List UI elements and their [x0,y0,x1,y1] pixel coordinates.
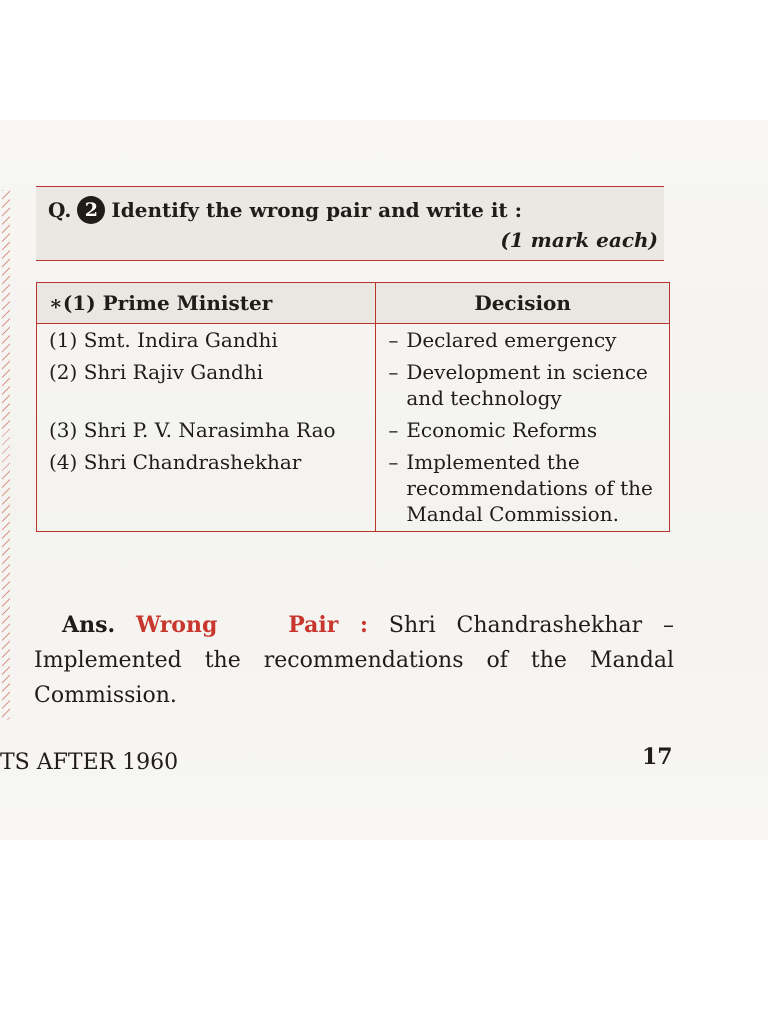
page-edge-decoration [2,190,10,720]
answer-text: Shri Chandrashekhar – Implemented the recommendations of the Mandal Commission. [34,613,674,708]
footer-chapter-title: TS AFTER 1960 [0,750,179,775]
decision-text: Development in science and technology [406,360,648,410]
answer-paragraph [34,608,674,713]
dash: – [388,450,399,474]
question-label: Q. [48,198,72,222]
question-number-badge: 2 [77,196,105,224]
table-header-row [37,283,670,324]
table-row [37,356,670,414]
answer-word-pair: Pair : [288,612,369,638]
table-row [37,324,670,357]
answer-label: Ans. [62,612,116,638]
question-text: Identify the wrong pair and write it : [111,198,523,222]
pm-cell: (2) Shri Rajiv Gandhi [37,356,376,414]
decision-cell [376,324,670,357]
header-decision: Decision [376,283,670,324]
decision-cell [376,446,670,532]
question-heading [48,196,522,224]
answer-word-wrong: Wrong [135,612,218,638]
question-marks: (1 mark each) [500,228,658,252]
decision-text: Implemented the recommendations of the Mandal Commission. [406,450,653,526]
pairs-table [36,282,670,532]
decision-cell [376,414,670,446]
decision-text: Declared emergency [406,328,617,352]
decision-text: Economic Reforms [406,418,598,442]
decision-cell [376,356,670,414]
header-prime-minister: ∗(1) Prime Minister [37,283,376,324]
page-number: 17 [642,744,673,770]
table-row [37,414,670,446]
dash: – [388,418,399,442]
table-row [37,446,670,532]
pm-cell: (1) Smt. Indira Gandhi [37,324,376,357]
dash: – [388,328,399,352]
dash: – [388,360,399,384]
pm-cell: (4) Shri Chandrashekhar [37,446,376,532]
pm-cell: (3) Shri P. V. Narasimha Rao [37,414,376,446]
